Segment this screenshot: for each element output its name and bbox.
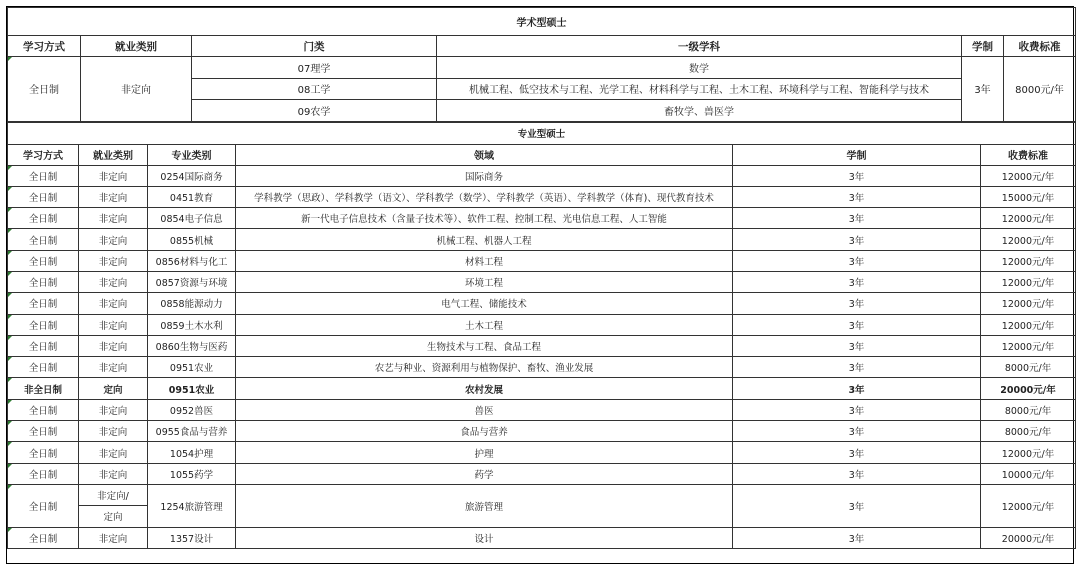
- header-study-mode: 学习方式: [8, 144, 79, 165]
- header-category: 专业类别: [148, 144, 236, 165]
- fee-cell: 12000元/年: [981, 335, 1076, 356]
- academic-table: [7, 7, 1076, 122]
- study-mode-cell: 全日制: [8, 527, 79, 548]
- fee-cell: 10000元/年: [981, 463, 1076, 484]
- study-mode-cell: 全日制: [8, 463, 79, 484]
- category-cell: 0952兽医: [148, 399, 236, 420]
- category-cell: 1254旅游管理: [148, 484, 236, 527]
- duration-cell: 3年: [733, 335, 981, 356]
- study-mode-cell: 全日制: [8, 165, 79, 186]
- table-row: [8, 378, 1076, 399]
- header-employment: 就业类别: [81, 36, 192, 57]
- field-cell: 护理: [236, 442, 733, 463]
- study-mode-cell: 全日制: [8, 484, 79, 527]
- duration-cell: 3年: [733, 378, 981, 399]
- employment-cell: 非定向: [79, 186, 148, 207]
- field-cell: 国际商务: [236, 165, 733, 186]
- category-cell: 1055药学: [148, 463, 236, 484]
- table-row: [8, 165, 1076, 186]
- field-cell: 土木工程: [236, 314, 733, 335]
- duration-cell: 3年: [733, 527, 981, 548]
- header-duration: 学制: [733, 144, 981, 165]
- table-row: [8, 57, 1076, 79]
- discipline-cell: 数学: [437, 57, 962, 79]
- duration-cell: 3年: [733, 463, 981, 484]
- fee-cell: 12000元/年: [981, 208, 1076, 229]
- study-mode-cell: 全日制: [8, 421, 79, 442]
- category-cell: 0860生物与医药: [148, 335, 236, 356]
- field-cell: 药学: [236, 463, 733, 484]
- table-row: [8, 335, 1076, 356]
- table-row: [8, 314, 1076, 335]
- fee-cell: 12000元/年: [981, 484, 1076, 527]
- header-category: 门类: [192, 36, 437, 57]
- employment-cell: 非定向: [79, 335, 148, 356]
- employment-cell: 非定向: [79, 165, 148, 186]
- study-mode-cell: 全日制: [8, 271, 79, 292]
- duration-cell: 3年: [733, 293, 981, 314]
- employment-cell: 定向: [79, 378, 148, 399]
- fee-cell: 15000元/年: [981, 186, 1076, 207]
- fee-cell: 12000元/年: [981, 165, 1076, 186]
- duration-cell: 3年: [733, 442, 981, 463]
- study-mode-cell: 非全日制: [8, 378, 79, 399]
- table-row: [8, 463, 1076, 484]
- academic-title: 学术型硕士: [8, 8, 1076, 36]
- table-row: [8, 442, 1076, 463]
- field-cell: 材料工程: [236, 250, 733, 271]
- duration-cell: 3年: [733, 229, 981, 250]
- fee-cell: 8000元/年: [1004, 57, 1076, 122]
- field-cell: 新一代电子信息技术（含量子技术等）、软件工程、控制工程、光电信息工程、人工智能: [236, 208, 733, 229]
- table-row: [8, 229, 1076, 250]
- duration-cell: 3年: [733, 186, 981, 207]
- professional-title: 专业型硕士: [8, 122, 1076, 144]
- duration-cell: 3年: [733, 271, 981, 292]
- employment-cell: 非定向/: [79, 484, 148, 505]
- table-row: [8, 484, 1076, 505]
- table-row: [8, 186, 1076, 207]
- employment-cell: 非定向: [79, 293, 148, 314]
- category-cell: 09农学: [192, 100, 437, 122]
- header-duration: 学制: [962, 36, 1004, 57]
- duration-cell: 3年: [733, 165, 981, 186]
- duration-cell: 3年: [733, 250, 981, 271]
- fee-cell: 8000元/年: [981, 357, 1076, 378]
- study-mode-cell: 全日制: [8, 57, 81, 122]
- header-employment: 就业类别: [79, 144, 148, 165]
- field-cell: 机械工程、机器人工程: [236, 229, 733, 250]
- employment-cell: 非定向: [79, 527, 148, 548]
- table-row: [8, 399, 1076, 420]
- duration-cell: 3年: [733, 484, 981, 527]
- fee-cell: 8000元/年: [981, 421, 1076, 442]
- academic-header-row: [8, 36, 1076, 57]
- study-mode-cell: 全日制: [8, 357, 79, 378]
- table-row: [8, 421, 1076, 442]
- study-mode-cell: 全日制: [8, 293, 79, 314]
- category-cell: 07理学: [192, 57, 437, 79]
- field-cell: 生物技术与工程、食品工程: [236, 335, 733, 356]
- field-cell: 旅游管理: [236, 484, 733, 527]
- fee-cell: 20000元/年: [981, 378, 1076, 399]
- employment-cell: 非定向: [81, 57, 192, 122]
- header-study-mode: 学习方式: [8, 36, 81, 57]
- study-mode-cell: 全日制: [8, 335, 79, 356]
- employment-cell: 非定向: [79, 463, 148, 484]
- duration-cell: 3年: [962, 57, 1004, 122]
- category-cell: 0951农业: [148, 357, 236, 378]
- study-mode-cell: 全日制: [8, 186, 79, 207]
- header-fee: 收费标准: [1004, 36, 1076, 57]
- table-row: [8, 271, 1076, 292]
- field-cell: 环境工程: [236, 271, 733, 292]
- category-cell: 0859土木水利: [148, 314, 236, 335]
- category-cell: 0451教育: [148, 186, 236, 207]
- category-cell: 08工学: [192, 78, 437, 100]
- header-fee: 收费标准: [981, 144, 1076, 165]
- fee-cell: 20000元/年: [981, 527, 1076, 548]
- category-cell: 0855机械: [148, 229, 236, 250]
- employment-cell: 非定向: [79, 271, 148, 292]
- field-cell: 电气工程、储能技术: [236, 293, 733, 314]
- category-cell: 1357设计: [148, 527, 236, 548]
- field-cell: 兽医: [236, 399, 733, 420]
- header-field: 领域: [236, 144, 733, 165]
- duration-cell: 3年: [733, 314, 981, 335]
- fee-cell: 12000元/年: [981, 229, 1076, 250]
- employment-cell: 非定向: [79, 314, 148, 335]
- category-cell: 0951农业: [148, 378, 236, 399]
- category-cell: 0854电子信息: [148, 208, 236, 229]
- study-mode-cell: 全日制: [8, 314, 79, 335]
- employment-cell: 非定向: [79, 421, 148, 442]
- table-row: [8, 357, 1076, 378]
- field-cell: 农艺与种业、资源利用与植物保护、畜牧、渔业发展: [236, 357, 733, 378]
- category-cell: 0955食品与营养: [148, 421, 236, 442]
- fee-cell: 8000元/年: [981, 399, 1076, 420]
- field-cell: 食品与营养: [236, 421, 733, 442]
- table-row: [8, 250, 1076, 271]
- study-mode-cell: 全日制: [8, 250, 79, 271]
- category-cell: 0856材料与化工: [148, 250, 236, 271]
- fee-cell: 12000元/年: [981, 271, 1076, 292]
- category-cell: 0254国际商务: [148, 165, 236, 186]
- study-mode-cell: 全日制: [8, 208, 79, 229]
- discipline-cell: 畜牧学、兽医学: [437, 100, 962, 122]
- fee-cell: 12000元/年: [981, 293, 1076, 314]
- category-cell: 0857资源与环境: [148, 271, 236, 292]
- duration-cell: 3年: [733, 399, 981, 420]
- employment-cell: 非定向: [79, 229, 148, 250]
- field-cell: 学科教学（思政）、学科教学（语文）、学科教学（数学）、学科教学（英语）、学科教学（体育)、现代教育技术: [236, 186, 733, 207]
- category-cell: 0858能源动力: [148, 293, 236, 314]
- employment-cell: 非定向: [79, 250, 148, 271]
- employment-cell: 非定向: [79, 442, 148, 463]
- fee-cell: 12000元/年: [981, 314, 1076, 335]
- study-mode-cell: 全日制: [8, 399, 79, 420]
- professional-table: [7, 122, 1076, 549]
- header-discipline: 一级学科: [437, 36, 962, 57]
- duration-cell: 3年: [733, 421, 981, 442]
- study-mode-cell: 全日制: [8, 442, 79, 463]
- employment-cell: 非定向: [79, 208, 148, 229]
- table-row: [8, 293, 1076, 314]
- employment-cell: 非定向: [79, 399, 148, 420]
- table-row: [8, 208, 1076, 229]
- duration-cell: 3年: [733, 357, 981, 378]
- table-row: [8, 527, 1076, 548]
- fee-cell: 12000元/年: [981, 250, 1076, 271]
- category-cell: 1054护理: [148, 442, 236, 463]
- fee-cell: 12000元/年: [981, 442, 1076, 463]
- discipline-cell: 机械工程、低空技术与工程、光学工程、材料科学与工程、土木工程、环境科学与工程、智能科学与技术: [437, 78, 962, 100]
- employment-cell: 非定向: [79, 357, 148, 378]
- study-mode-cell: 全日制: [8, 229, 79, 250]
- field-cell: 设计: [236, 527, 733, 548]
- fee-document: [6, 6, 1074, 564]
- employment-cell: 定向: [79, 506, 148, 527]
- professional-header-row: [8, 144, 1076, 165]
- field-cell: 农村发展: [236, 378, 733, 399]
- duration-cell: 3年: [733, 208, 981, 229]
